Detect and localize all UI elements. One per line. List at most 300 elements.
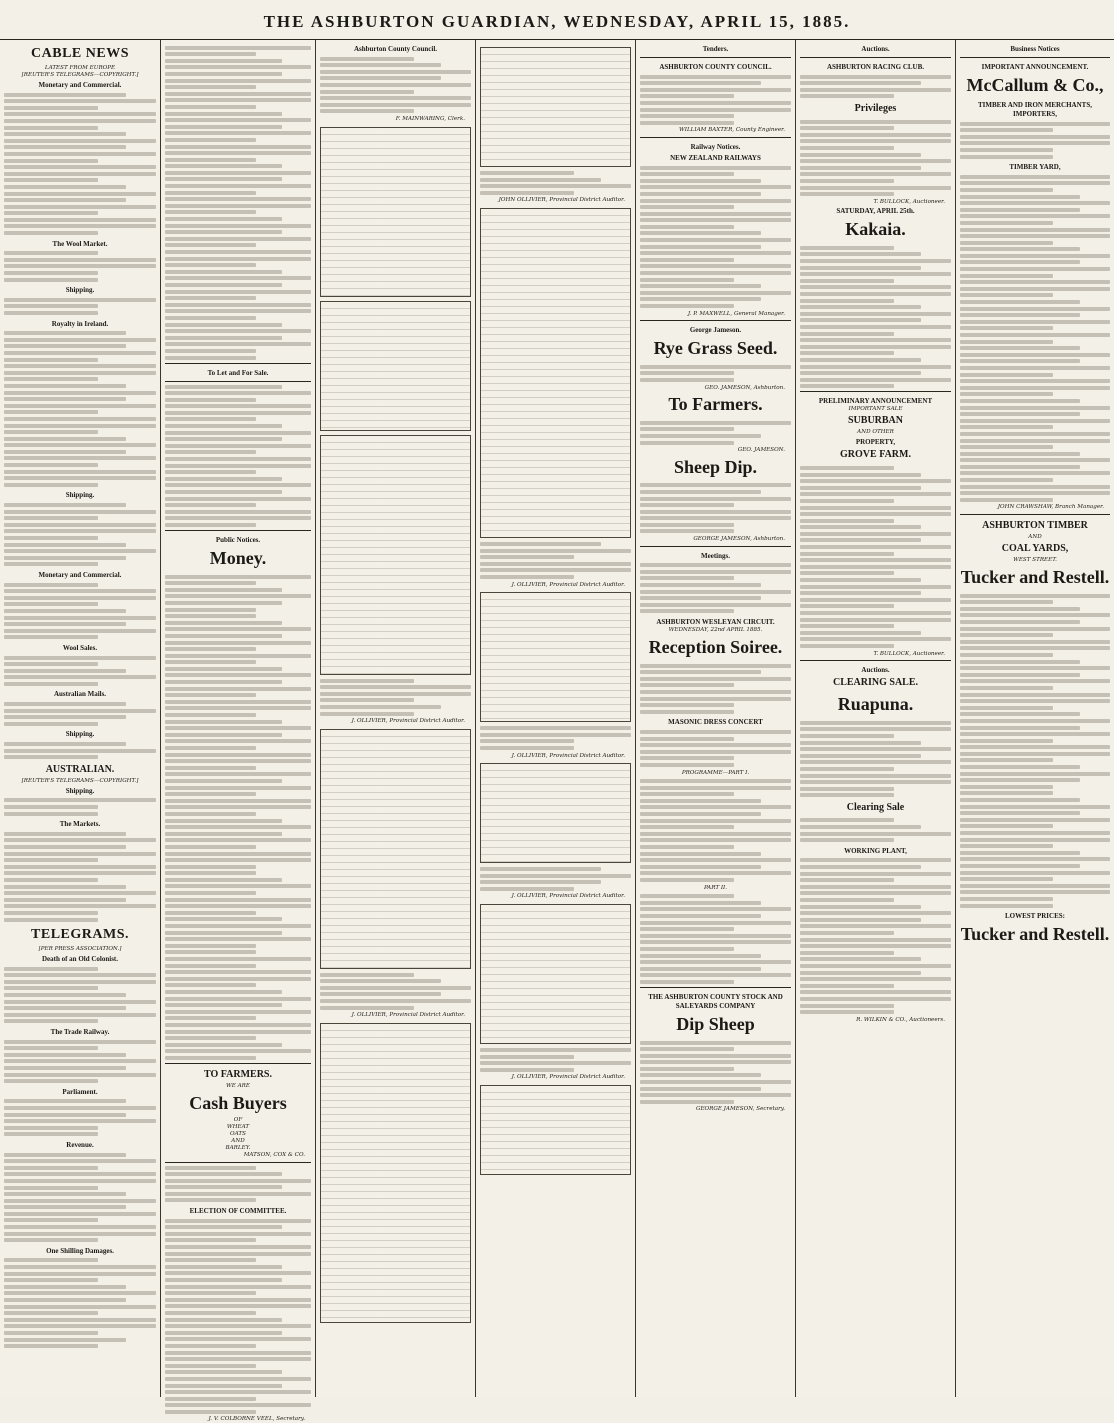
text-block [480,542,631,579]
text-line [165,990,282,994]
text-line [165,72,282,76]
text-line [640,901,761,905]
text-line [800,598,951,602]
text-line [960,627,1110,631]
text-line [960,419,1110,423]
signature: J. V. COLBORNE VEEL, Secretary. [208,1416,305,1423]
text-line [165,177,282,181]
text-block [640,1041,791,1104]
text-block [320,57,471,114]
text-line [165,349,256,353]
text-line [800,977,951,981]
text-line [165,1043,282,1047]
text-block [800,466,951,648]
text-line [800,153,921,157]
text-line [800,479,951,483]
text-line [165,832,282,836]
text-line [640,683,734,687]
text-line [165,98,311,102]
section-heading: THE ASHBURTON COUNTY STOCK AND SALEYARDS COMPANY [648,992,783,1010]
text-line [4,1099,126,1103]
divider [640,987,791,988]
text-line [4,178,98,182]
text-line [165,865,256,869]
text-line [165,858,311,862]
signature: R. WILKIN & CO., Auctioneers. [856,1016,945,1023]
text-line [4,344,126,348]
text-line [165,1185,282,1189]
text-line [4,1232,156,1236]
section-heading: CLEARING SALE. [832,677,919,689]
text-line [165,720,282,724]
text-line [4,562,98,566]
text-line [480,568,631,572]
text-line [960,141,1110,145]
signature: J. OLLIVIER, Provincial District Auditor. [511,893,625,900]
section-heading: Tucker and Restell. [960,567,1110,588]
text-line [165,1337,311,1341]
text-line [320,705,441,709]
section-heading: PRELIMINARY ANNOUNCEMENT [818,397,933,406]
text-line [165,753,311,757]
text-line [4,271,98,275]
text-line [800,734,894,738]
text-block [4,503,156,566]
text-line [165,270,282,274]
text-line [165,1056,256,1060]
text-block [4,93,156,235]
section-heading: Reception Soiree. [648,637,783,657]
text-line [960,425,1053,429]
text-line [4,682,98,686]
divider [640,57,791,58]
text-block [640,75,791,125]
accounts-table [320,729,471,969]
text-line [165,1238,256,1242]
text-line [320,712,414,716]
text-line [960,373,1053,377]
text-line [165,417,256,421]
text-line [800,931,894,935]
text-line [165,1364,256,1368]
text-line [165,118,311,122]
text-line [960,831,1110,835]
text-line [640,894,734,898]
text-line [4,967,98,971]
text-line [165,667,282,671]
text-line [960,877,1053,881]
text-line [800,378,951,382]
text-line [320,999,471,1003]
text-line [640,434,761,438]
text-line [4,1106,156,1110]
text-line [640,980,734,984]
text-line [165,131,311,135]
text-line [4,218,156,222]
text-line [480,178,601,182]
text-line [800,571,894,575]
column-4 [475,40,635,1397]
text-line [4,1192,126,1196]
text-line [4,1186,98,1190]
section-heading: Rye Grass Seed. [653,338,778,359]
text-line [4,878,98,882]
text-line [165,516,311,520]
section-heading: One Shilling Damages. [46,1246,114,1255]
text-line [640,166,791,170]
text-line [165,964,256,968]
text-line [165,79,311,83]
text-line [640,284,761,288]
text-line [165,733,282,737]
section-heading: Shipping. [65,491,95,500]
text-line [165,1357,311,1361]
text-line [165,125,282,129]
text-line [165,46,311,50]
text-line [165,217,282,221]
text-line [800,126,894,130]
text-line [4,192,156,196]
accounts-table [320,301,471,431]
text-line [4,1278,98,1282]
text-line [960,838,1110,842]
section-heading: Kakaia. [845,219,906,240]
text-line [480,1055,574,1059]
section-heading: Railway Notices. [690,142,741,151]
column-1 [0,40,160,1397]
text-line [800,351,894,355]
text-line [640,576,734,580]
accounts-table [480,904,631,1044]
text-line [165,1245,311,1249]
text-line [4,911,98,915]
text-line [4,159,98,163]
text-line [165,424,282,428]
text-line [165,483,311,487]
text-line [480,880,601,884]
text-line [800,88,951,92]
text-line [165,594,311,598]
section-heading: ASHBURTON COUNTY COUNCIL. [659,63,772,71]
text-block [800,75,951,99]
text-line [165,105,256,109]
text-block [480,1048,631,1072]
text-line [960,221,1053,225]
text-line [4,702,126,706]
text-line [165,878,282,882]
text-line [165,329,311,333]
text-line [800,371,921,375]
signature: F. MAINWARING, Clerk. [395,115,465,122]
text-line [640,212,791,216]
text-line [800,292,951,296]
text-line [4,503,126,507]
sub-heading: AND [1028,534,1042,541]
text-line [165,627,311,631]
section-heading: Australian Mails. [53,690,107,699]
text-line [4,993,126,997]
text-line [165,1219,311,1223]
text-line [4,1079,98,1083]
text-line [4,1006,126,1010]
text-line [4,798,156,802]
text-line [800,538,921,542]
text-line [640,878,734,882]
text-line [800,780,951,784]
section-heading: WORKING PLANT, [844,846,907,855]
column-7 [955,40,1114,1397]
text-line [165,792,256,796]
section-heading: Revenue. [66,1140,94,1149]
text-line [165,65,311,69]
text-line [960,818,1110,822]
text-line [960,884,1110,888]
text-block [4,742,156,759]
text-line [800,179,894,183]
text-line [800,838,894,842]
text-line [165,713,256,717]
text-line [165,871,256,875]
text-line [640,503,734,507]
divider [800,660,951,661]
text-line [800,1004,894,1008]
sub-heading: AND OTHER [857,429,894,436]
text-line [4,1298,126,1302]
text-line [165,336,282,340]
text-line [4,973,156,977]
sub-heading: BARLEY. [225,1144,251,1151]
text-line [640,1100,734,1104]
text-block [4,798,156,815]
text-line [165,1285,311,1289]
text-line [4,99,156,103]
text-line [640,378,734,382]
text-line [165,1252,311,1256]
text-line [4,1040,156,1044]
text-line [800,944,951,948]
text-line [4,1113,126,1117]
text-line [800,747,951,751]
text-line [640,1054,791,1058]
text-block [165,614,311,664]
text-line [640,490,761,494]
text-line [4,1285,126,1289]
text-line [800,512,951,516]
text-line [960,214,1110,218]
text-line [960,208,1080,212]
text-line [165,263,256,267]
text-line [165,523,256,527]
text-line [165,680,282,684]
text-line [640,973,791,977]
text-line [4,1126,98,1130]
text-line [4,1153,126,1157]
text-block [165,1166,311,1203]
text-line [960,758,1053,762]
divider [165,530,311,531]
text-line [640,799,761,803]
text-line [165,660,256,664]
text-block [640,730,791,767]
text-line [4,145,126,149]
text-line [960,613,1110,617]
section-heading: Royalty in Ireland. [51,319,109,328]
text-line [640,1080,791,1084]
text-line [640,365,791,369]
sub-heading: [REUTER'S TELEGRAMS—COPYRIGHT.] [21,777,139,784]
section-heading: Money. [209,547,267,568]
text-block [960,175,1110,331]
text-line [320,992,441,996]
text-line [800,312,951,316]
text-line [4,456,156,460]
text-line [165,385,282,389]
text-line [800,618,951,622]
text-line [640,914,761,918]
text-line [640,670,761,674]
text-line [4,1338,126,1342]
text-block [800,858,951,1014]
text-line [4,331,126,335]
text-line [165,819,282,823]
text-line [165,1172,282,1176]
text-line [960,785,1053,789]
text-line [800,971,921,975]
section-heading: Shipping. [65,730,95,739]
text-line [165,237,311,241]
text-line [800,898,894,902]
text-line [640,225,734,229]
text-line [640,1041,791,1045]
text-line [800,552,894,556]
text-block [640,894,791,984]
text-line [640,441,734,445]
section-heading: Meetings. [701,551,730,560]
text-line [165,356,256,360]
text-line [320,986,471,990]
text-line [4,1166,98,1170]
text-line [640,845,734,849]
text-line [4,450,126,454]
text-line [640,231,761,235]
section-heading: Parliament. [62,1087,98,1096]
text-line [4,602,98,606]
text-line [4,391,156,395]
text-line [4,1046,98,1050]
text-line [4,1318,156,1322]
text-line [165,477,282,481]
text-line [960,491,1110,495]
text-line [4,258,156,262]
text-line [4,622,126,626]
section-heading: PROPERTY, [855,438,896,447]
text-line [960,353,1110,357]
text-block [960,594,1110,789]
text-line [165,746,256,750]
text-line [4,885,126,889]
text-line [800,466,894,470]
text-line [480,191,574,195]
text-line [480,542,601,546]
section-heading: COAL YARDS, [1001,543,1069,555]
divider [640,137,791,138]
signature: WILLIAM BAXTER, County Engineer. [678,127,785,134]
text-line [640,664,791,668]
section-heading: ELECTION OF COMMITTEE. [189,1207,287,1216]
text-line [960,366,1110,370]
text-line [960,307,1110,311]
section-heading: To Let and For Sale. [207,368,269,377]
sub-heading: WEST STREET. [1013,557,1057,564]
text-line [960,155,1053,159]
text-line [960,897,1053,901]
text-line [165,138,256,142]
text-line [800,159,951,163]
column-6 [795,40,955,1397]
divider [800,391,951,392]
text-line [640,927,734,931]
text-line [960,752,1110,756]
text-line [320,70,471,74]
section-heading: The Wool Market. [52,239,108,248]
text-line [960,646,1110,650]
text-line [640,192,761,196]
text-line [800,120,951,124]
column-2 [160,40,315,1423]
text-line [4,749,156,753]
column-5 [635,40,795,1397]
text-line [960,293,1053,297]
text-line [960,439,1110,443]
text-line [165,52,256,56]
text-line [800,644,894,648]
text-line [800,186,951,190]
text-line [640,756,734,760]
text-line [165,1331,282,1335]
section-heading: ASHBURTON TIMBER [982,520,1088,532]
text-line [4,377,98,381]
text-line [480,887,574,891]
accounts-table [480,763,631,863]
text-line [165,647,256,651]
text-line [800,384,894,388]
text-line [165,171,311,175]
text-line [640,1047,734,1051]
text-block [640,421,791,445]
sub-heading: [REUTER'S TELEGRAMS—COPYRIGHT.] [21,72,139,78]
text-line [640,743,791,747]
text-block [165,46,311,360]
text-line [800,299,894,303]
text-line [4,463,98,467]
text-line [165,1278,282,1282]
text-line [4,980,156,984]
text-line [960,181,1110,185]
section-heading: Monetary and Commercial. [38,570,122,579]
text-line [4,516,98,520]
text-line [640,786,791,790]
text-line [640,865,761,869]
text-line [165,1344,256,1348]
text-line [320,57,414,61]
signature: J. OLLIVIER, Provincial District Auditor. [351,718,465,725]
text-line [960,864,1080,868]
text-line [800,578,921,582]
divider [165,1162,311,1163]
text-block [165,575,311,612]
text-line [800,266,921,270]
section-heading: The Trade Railway. [50,1028,110,1037]
